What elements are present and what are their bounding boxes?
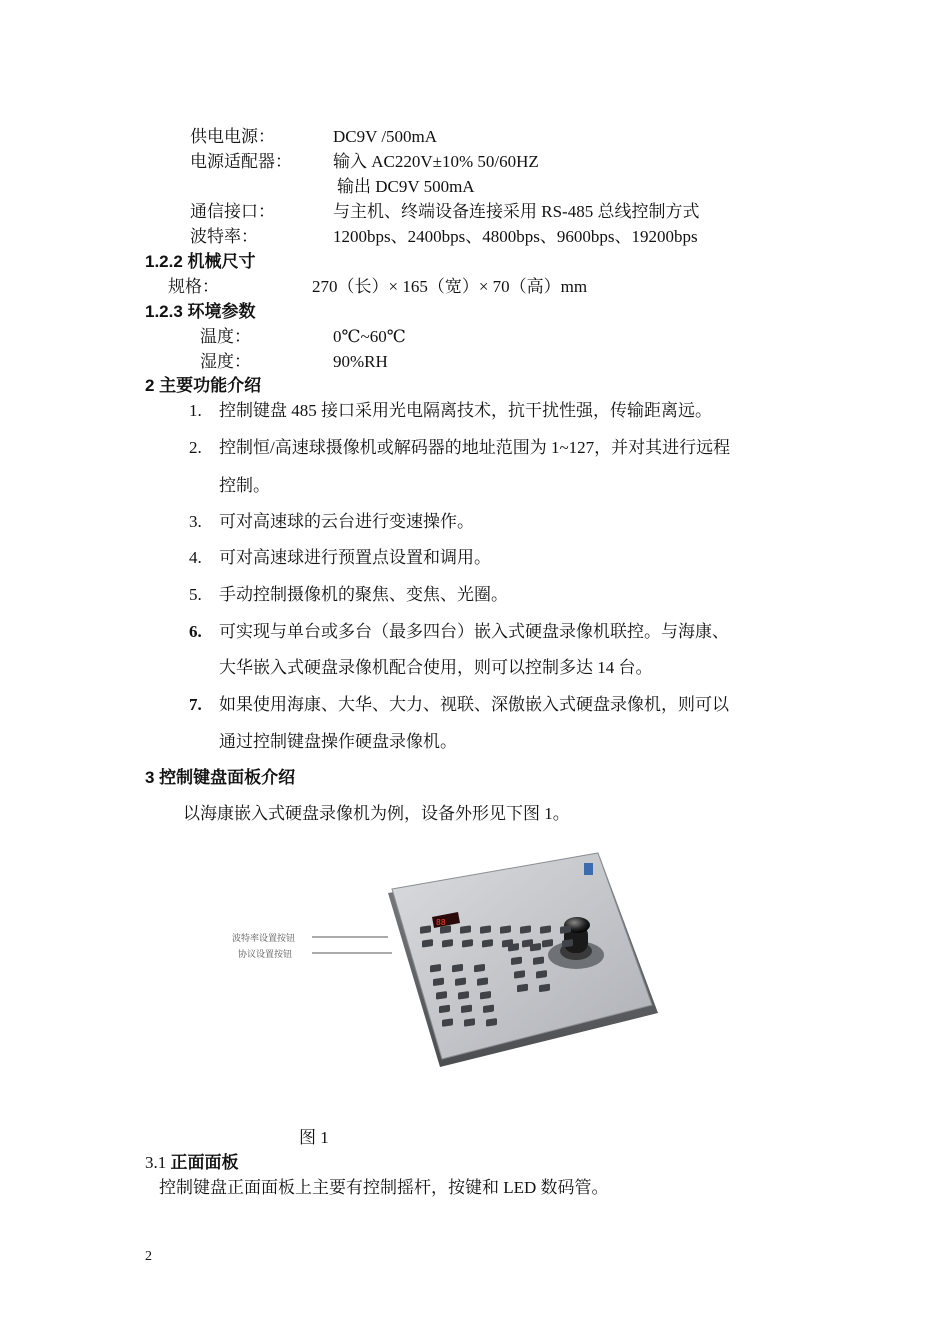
power-value: DC9V /500mA <box>333 127 438 146</box>
front-heading-text: 正面面板 <box>170 1153 239 1172</box>
baud-label: 波特率： <box>190 227 258 246</box>
list-number: 3. <box>189 512 202 531</box>
list-number: 6. <box>189 622 202 641</box>
mech-label: 规格： <box>168 277 219 296</box>
list-number: 1. <box>189 401 202 420</box>
adapter-output: 输出 DC9V 500mA <box>337 177 475 196</box>
mech-value: 270（长）× 165（宽）× 70（高）mm <box>312 277 588 296</box>
list-number: 5. <box>189 585 202 604</box>
figure-caption: 图 1 <box>299 1128 329 1147</box>
list-item-continued: 通过控制键盘操作硬盘录像机。 <box>219 732 457 751</box>
humidity-label: 湿度： <box>200 352 251 371</box>
temp-label: 温度： <box>200 327 251 346</box>
front-heading <box>145 1152 239 1174</box>
list-item: 手动控制摄像机的聚焦、变焦、光圈。 <box>219 585 508 604</box>
list-item: 如果使用海康、大华、大力、视联、深傲嵌入式硬盘录像机，则可以 <box>219 695 729 714</box>
temp-value: 0℃~60℃ <box>333 327 406 346</box>
list-item: 控制恒/高速球摄像机或解码器的地址范围为 1~127，并对其进行远程 <box>219 438 731 457</box>
comm-value: 与主机、终端设备连接采用 RS-485 总线控制方式 <box>333 202 700 221</box>
list-number: 7. <box>189 695 202 714</box>
list-item: 控制键盘 485 接口采用光电隔离技术，抗干扰性强，传输距离远。 <box>219 401 712 420</box>
adapter-label: 电源适配器： <box>190 152 292 171</box>
list-item: 可对高速球进行预置点设置和调用。 <box>219 548 491 567</box>
keyboard-figure <box>220 845 670 1085</box>
panel-heading: 3 控制键盘面板介绍 <box>145 768 296 787</box>
list-number: 4. <box>189 548 202 567</box>
adapter-input: 输入 AC220V±10% 50/60HZ <box>333 152 539 171</box>
list-item-continued: 大华嵌入式硬盘录像机配合使用，则可以控制多达 14 台。 <box>219 658 653 677</box>
power-label: 供电电源： <box>190 127 275 146</box>
functions-heading: 2 主要功能介绍 <box>145 376 262 395</box>
callout-protocol-label: 协议设置按钮 <box>238 950 293 960</box>
humidity-value: 90%RH <box>333 352 388 371</box>
front-heading-number: 3.1 <box>145 1153 167 1172</box>
list-item: 可对高速球的云台进行变速操作。 <box>219 512 474 531</box>
page-number: 2 <box>145 1249 152 1264</box>
env-heading: 1.2.3 环境参数 <box>145 302 256 321</box>
front-text: 控制键盘正面面板上主要有控制摇杆，按键和 LED 数码管。 <box>159 1178 609 1197</box>
list-number: 2. <box>189 438 202 457</box>
list-item-continued: 控制。 <box>219 476 270 495</box>
panel-intro: 以海康嵌入式硬盘录像机为例，设备外形见下图 1。 <box>183 804 570 823</box>
baud-value: 1200bps、2400bps、4800bps、9600bps、19200bps <box>333 227 698 246</box>
comm-label: 通信接口： <box>190 202 275 221</box>
mech-heading: 1.2.2 机械尺寸 <box>145 252 256 271</box>
callout-baud-label: 波特率设置按钮 <box>232 934 296 944</box>
list-item: 可实现与单台或多台（最多四台）嵌入式硬盘录像机联控。与海康、 <box>219 622 729 641</box>
svg-text:88: 88 <box>436 918 446 927</box>
